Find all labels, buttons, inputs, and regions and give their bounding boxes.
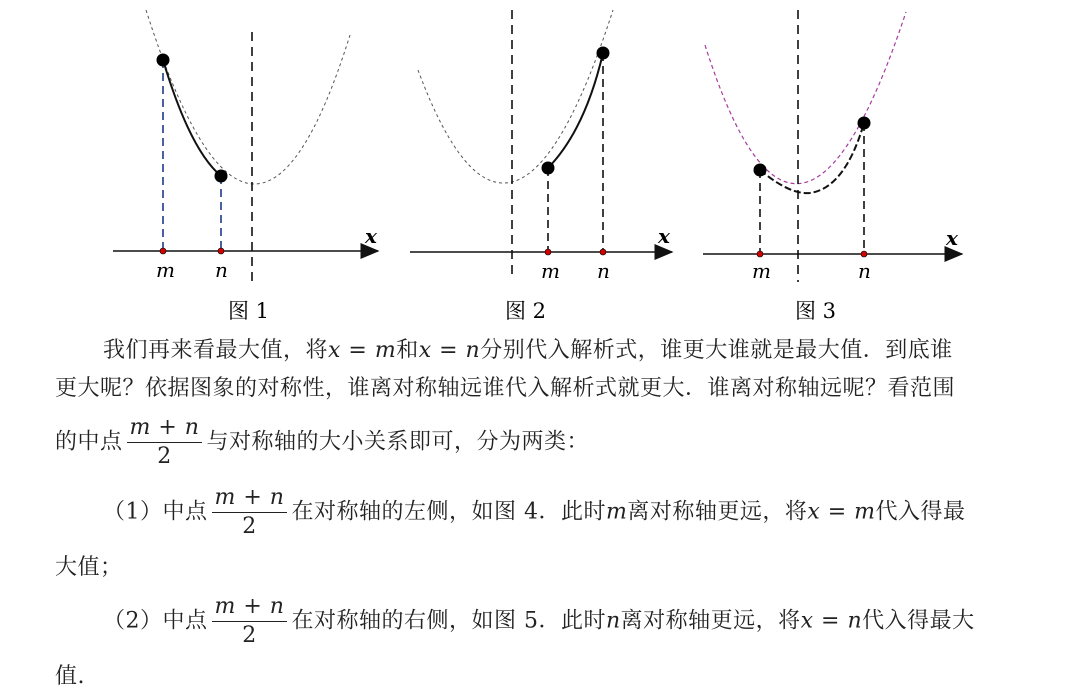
para1-frac-numerator: m + n [127,414,203,443]
para1-text-line3a: 的中点 [55,429,123,455]
figures-svg [0,0,1080,330]
fig3-parabola-solid-segment [760,123,864,193]
case1-fraction [212,484,288,541]
fig3-tick-m [757,251,763,257]
case1-line1 [103,484,966,541]
fig1-m-label: m [156,258,175,282]
fig1-tick-m [160,248,166,254]
fig1-point-n [215,170,228,183]
figure-2 [410,10,672,323]
para1-text-line2: 更大呢？依据图象的对称性，谁离对称轴远谁代入解析式就更大．谁离对称轴远呢？看范围 [55,376,956,401]
fig1-point-m [157,54,170,67]
fig2-parabola-dashed [418,10,613,183]
fig1-n-label: n [215,258,228,282]
para1-line2 [55,374,955,404]
fig3-parabola-dashed [705,12,906,184]
case2-text-b: 在对称轴的右侧，如图 5．此时 [291,608,606,634]
case2-text-a: （2）中点 [103,608,208,634]
case2-text-line2: 值. [55,664,85,689]
para1-line1 [103,336,953,366]
para1-expr-x-eq-n: x = n [418,338,481,363]
case1-text-c: 离对称轴更远，将 [627,499,808,525]
fig2-point-m [542,162,555,175]
figure-1 [113,10,378,323]
fig3-m-label: m [752,259,771,283]
case2-fraction [212,593,288,650]
fig3-caption: 图 3 [795,299,837,323]
para1-text-line3b: 与对称轴的大小关系即可，分为两类： [206,429,589,455]
fig1-caption: 图 1 [228,299,270,323]
case2-text-c: 离对称轴更远，将 [620,608,801,634]
case2-line2 [55,662,85,692]
fig1-parabola-solid-segment [163,60,221,176]
figure-3 [703,10,962,323]
para1-frac-denominator: 2 [157,444,172,469]
fig1-x-label: x [365,224,377,248]
para1-text-b: 分别代入解析式，谁更大谁就是最大值．到底谁 [480,338,953,363]
fig1-parabola-dashed [146,10,350,184]
para1-text-a: 我们再来看最大值，将 [103,338,329,363]
case1-var: m [605,499,628,525]
para1-fraction [127,414,203,471]
fig2-point-n [597,47,610,60]
fig2-m-label: m [541,259,560,283]
case2-frac-numerator: m + n [212,593,288,622]
para1-expr-x-eq-m: x = m [328,338,397,363]
fig2-x-label: x [658,224,670,248]
para1-line3 [55,414,589,471]
figures-area [0,0,1080,330]
fig2-tick-m [545,249,551,255]
case1-text-b: 在对称轴的左侧，如图 4．此时 [291,499,606,525]
fig1-tick-n [218,248,224,254]
fig3-n-label: n [858,259,871,283]
case1-expr: x = m [807,499,876,525]
case1-text-a: （1）中点 [103,499,208,525]
fig3-point-m [754,164,767,177]
fig3-x-label: x [946,226,958,250]
case1-frac-numerator: m + n [212,484,288,513]
fig2-n-label: n [597,259,610,283]
fig3-tick-n [861,251,867,257]
case1-text-line2: 大值； [55,555,123,580]
fig3-point-n [858,117,871,130]
case2-text-d: 代入得最大 [862,608,975,634]
case1-frac-denominator: 2 [242,514,257,539]
case2-line1 [103,593,975,650]
para1-he: 和 [396,338,419,363]
fig2-tick-n [600,249,606,255]
fig2-caption: 图 2 [505,299,547,323]
fig2-parabola-solid-segment [548,53,603,168]
case2-expr: x = n [800,608,863,634]
case2-frac-denominator: 2 [242,623,257,648]
case2-var: n [605,608,621,634]
case1-line2 [55,553,123,583]
case1-text-d: 代入得最 [875,499,966,525]
